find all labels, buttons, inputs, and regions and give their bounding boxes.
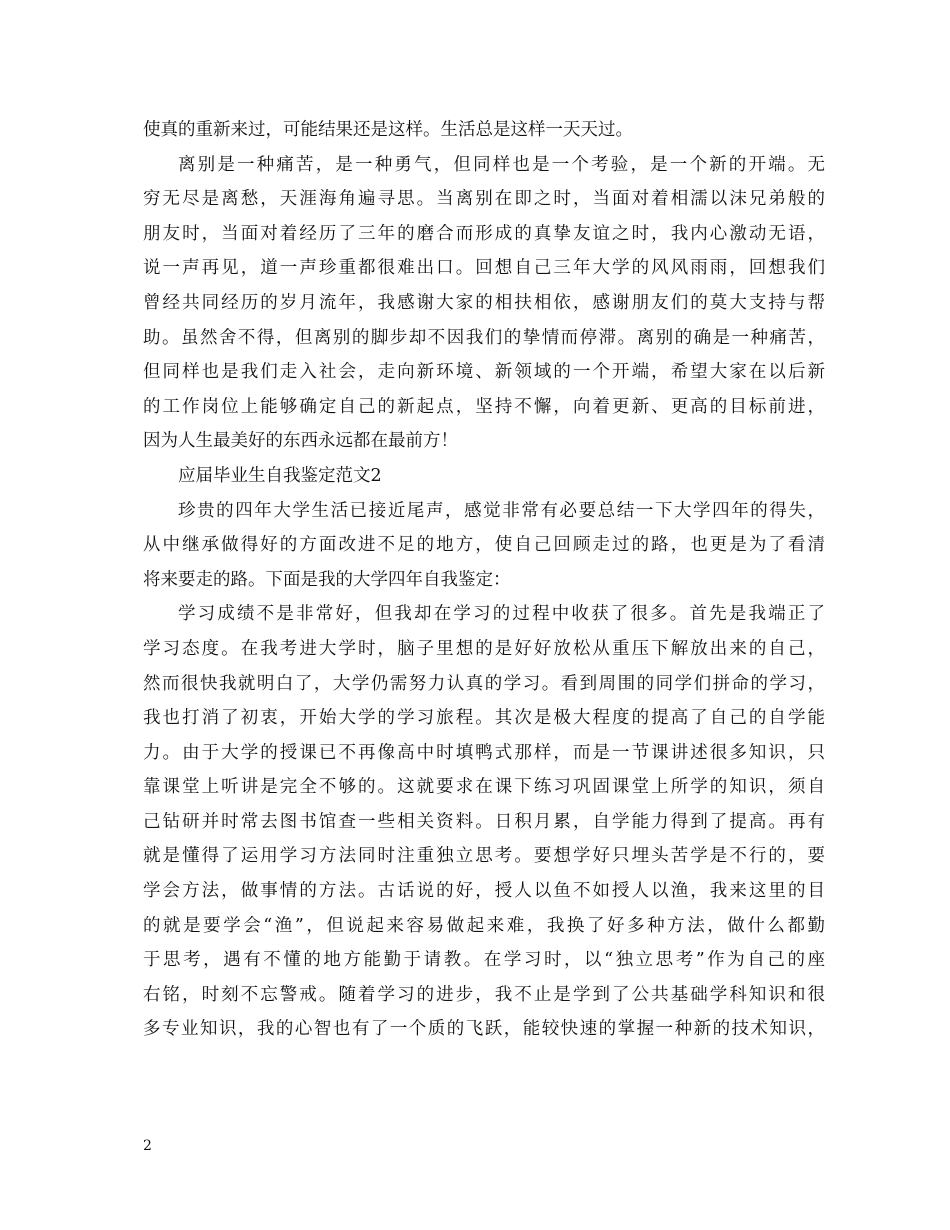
text-line: 靠课堂上听讲是完全不够的。这就要求在课下练习巩固课堂上所学的知识，须自 [143, 777, 825, 798]
text-line: 多专业知识，我的心智也有了一个质的飞跃，能较快速的掌握一种新的技术知识， [143, 1019, 825, 1040]
text-line: 学习态度。在我考进大学时，脑子里想的是好好放松从重压下解放出来的自己， [143, 638, 825, 659]
text-line: 我也打消了初衷，开始大学的学习旅程。其次是极大程度的提高了自己的自学能 [143, 708, 825, 729]
page-number: 2 [143, 1138, 152, 1154]
text-line: 说一声再见，道一声珍重都很难出口。回想自己三年大学的风风雨雨，回想我们 [143, 258, 825, 279]
text-line: 离别是一种痛苦，是一种勇气，但同样也是一个考验，是一个新的开端。无 [178, 154, 825, 175]
text-line: 从中继承做得好的方面改进不足的地方，使自己回顾走过的路，也更是为了看清 [143, 535, 825, 556]
text-line: 于思考，遇有不懂的地方能勤于请教。在学习时，以“独立思考”作为自己的座 [143, 950, 825, 971]
text-line: 然而很快我就明白了，大学仍需努力认真的学习。看到周围的同学们拼命的学习， [143, 673, 825, 694]
text-line: 的工作岗位上能够确定自己的新起点，坚持不懈，向着更新、更高的目标前进， [143, 396, 825, 417]
text-line: 力。由于大学的授课已不再像高中时填鸭式那样，而是一节课讲述很多知识，只 [143, 742, 825, 763]
text-line: 将来要走的路。下面是我的大学四年自我鉴定： [143, 569, 511, 590]
text-line: 但同样也是我们走入社会，走向新环境、新领域的一个开端，希望大家在以后新 [143, 362, 825, 383]
text-line: 学习成绩不是非常好，但我却在学习的过程中收获了很多。首先是我端正了 [178, 604, 825, 625]
text-line: 穷无尽是离愁，天涯海角遍寻思。当离别在即之时，当面对着相濡以沫兄弟般的 [143, 189, 825, 210]
text-line: 曾经共同经历的岁月流年，我感谢大家的相扶相依，感谢朋友们的莫大支持与帮 [143, 292, 825, 313]
text-line: 使真的重新来过，可能结果还是这样。生活总是这样一天天过。 [143, 120, 633, 140]
document-body [143, 113, 825, 1047]
text-line: 助。虽然舍不得，但离别的脚步却不因我们的挚情而停滞。离别的确是一种痛苦， [143, 327, 825, 348]
text-line: 的就是要学会“渔”，但说起来容易做起来难，我换了好多种方法，做什么都勤 [143, 915, 825, 936]
text-line: 朋友时，当面对着经历了三年的磨合而形成的真挚友谊之时，我内心激动无语， [143, 223, 825, 244]
text-line: 因为人生最美好的东西永远都在最前方！ [143, 431, 458, 452]
text-line: 己钻研并时常去图书馆查一些相关资料。日积月累，自学能力得到了提高。再有 [143, 811, 825, 832]
text-line: 应届毕业生自我鉴定范文2 [178, 465, 382, 486]
text-line: 右铭，时刻不忘警戒。随着学习的进步，我不止是学到了公共基础学科知识和很 [143, 984, 825, 1005]
text-line: 学会方法，做事情的方法。古话说的好，授人以鱼不如授人以渔，我来这里的目 [143, 881, 825, 902]
text-line: 珍贵的四年大学生活已接近尾声，感觉非常有必要总结一下大学四年的得失， [178, 500, 825, 521]
text-line: 就是懂得了运用学习方法同时注重独立思考。要想学好只埋头苦学是不行的，要 [143, 846, 825, 867]
